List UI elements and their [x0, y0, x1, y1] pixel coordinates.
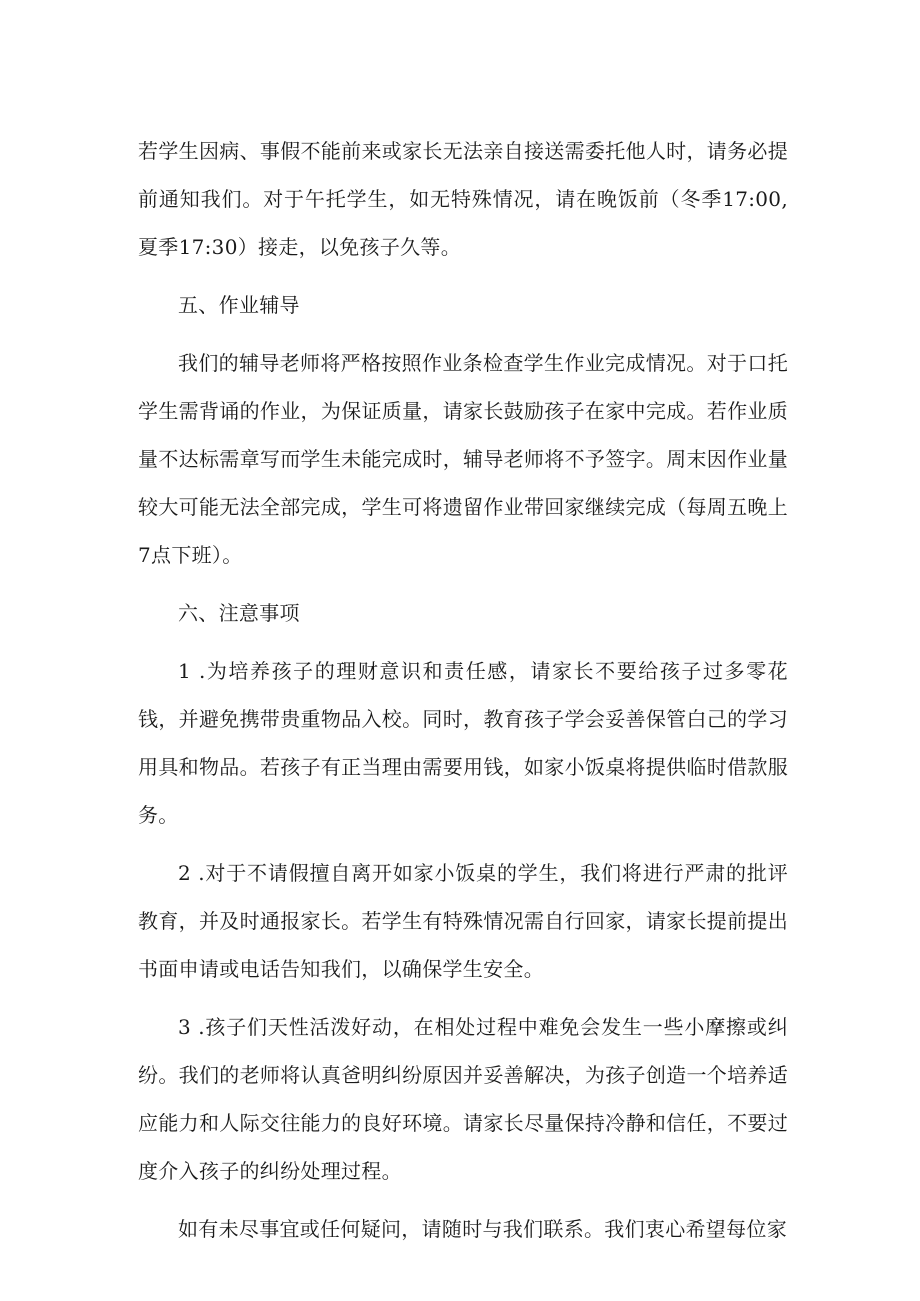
closing-paragraph: 如有未尽事宜或任何疑问，请随时与我们联系。我们衷心希望每位家 — [178, 1217, 787, 1241]
document-body — [138, 127, 788, 1253]
section-heading-notes: 六、注意事项 — [178, 601, 300, 625]
notice-item-1: 1 .为培养孩子的理财意识和责任感，请家长不要给孩子过多零花钱，并避免携带贵重物品入校。同时，教育孩子学会妥善保管白己的学习用具和物品。若孩子有正当理由需要用钱，如家小饭桌将提供临时借款服务。 — [138, 659, 788, 827]
notice-item-2: 2 .对于不请假擅自离开如家小饭桌的学生，我们将进行严肃的批评教育，并及时通报家长。若学生有特殊情况需自行回家，请家长提前提出书面申请或电话告知我们，以确保学生安全。 — [138, 861, 788, 981]
section-heading-homework: 五、作业辅导 — [178, 293, 300, 317]
notice-item-3: 3 .孩子们天性活泼好动，在相处过程中难免会发生一些小摩擦或纠纷。我们的老师将认真爸明纠纷原因并妥善解决，为孩子创造一个培养适应能力和人际交往能力的良好环境。请家长尽量保持冷静和信任，不要过度介入孩子的纠纷处理过程。 — [138, 1015, 788, 1183]
homework-paragraph: 我们的辅导老师将严格按照作业条检查学生作业完成情况。对于口托学生需背诵的作业，为保证质量，请家长鼓励孩子在家中完成。若作业质量不达标需章写而学生未能完成时，辅导老师将不予签字。周末因作业量较大可能无法全部完成，学生可将遗留作业带回家继续完成（每周五晚上7点下班）。 — [138, 351, 788, 567]
intro-paragraph: 若学生因病、事假不能前来或家长无法亲自接送需委托他人时，请务必提前通知我们。对于午托学生，如无特殊情况，请在晚饭前（冬季17:00,夏季17:30）接走，以免孩子久等。 — [138, 139, 788, 259]
